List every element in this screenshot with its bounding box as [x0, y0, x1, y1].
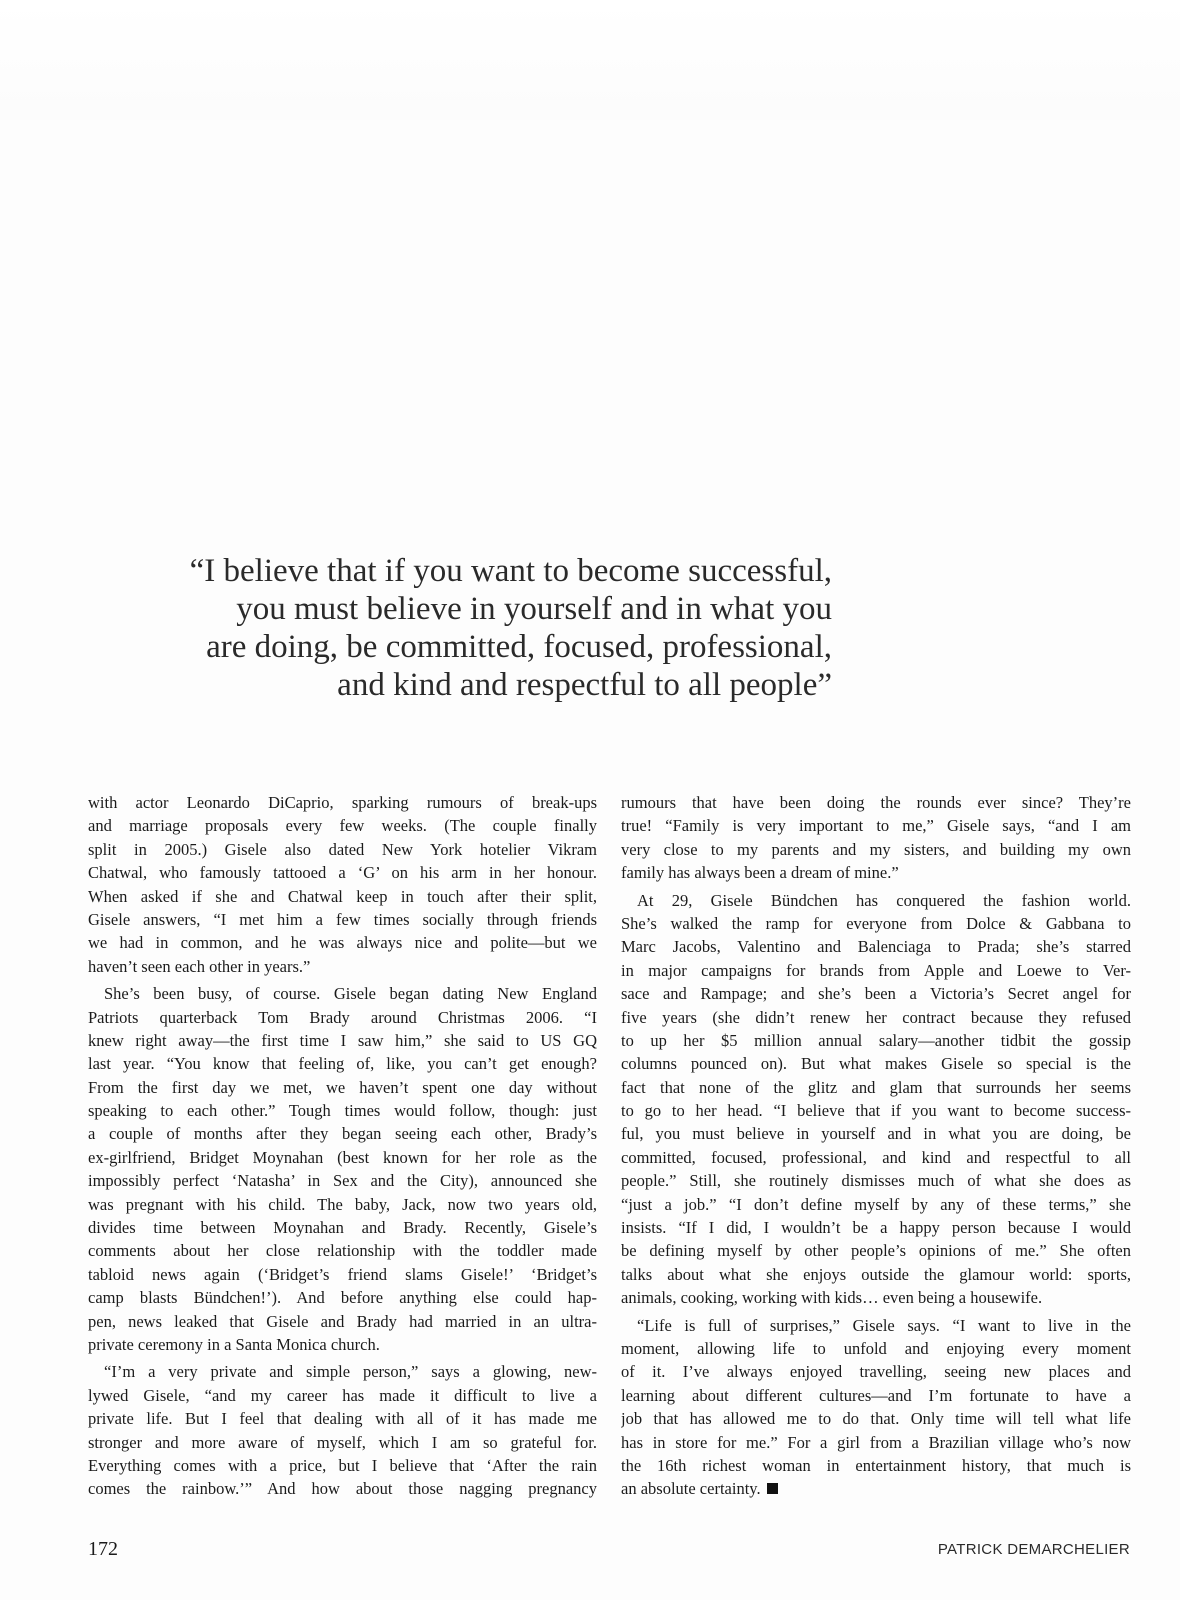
text-line: divides time between Moynahan and Brady. Recently, Gisele’s	[88, 1218, 597, 1238]
text-line: be defining myself by other people’s opinions of me.” She often	[621, 1241, 1131, 1261]
text-line-final	[621, 1477, 1131, 1500]
text-line: Marc Jacobs, Valentino and Balenciaga to Prada; she’s starred	[621, 937, 1131, 957]
text-line: knew right away—the first time I saw him,” she said to US GQ	[88, 1030, 597, 1050]
text-line: ex-girlfriend, Bridget Moynahan (best known for her role as the	[88, 1147, 597, 1167]
text-line: pen, news leaked that Gisele and Brady had married in an ultra-	[88, 1311, 597, 1331]
text-line: rumours that have been doing the rounds ever since? They’re	[621, 793, 1131, 812]
text-line: people.” Still, she routinely dismisses much of what she does as	[621, 1171, 1131, 1191]
text-line: speaking to each other.” Tough times would follow, though: just	[88, 1101, 597, 1121]
text-line: At 29, Gisele Bündchen has conquered the fashion world.	[637, 890, 1131, 910]
text-line: we had in common, and he was always nice and polite—but we	[88, 933, 597, 953]
pull-quote	[130, 552, 832, 704]
pull-quote-line: you must believe in yourself and in what you	[236, 591, 832, 627]
end-of-article-mark	[767, 1483, 778, 1494]
text-line: She’s walked the ramp for everyone from Dolce & Gabbana to	[621, 913, 1131, 933]
text-line: Everything comes with a price, but I believe that ‘After the rain	[88, 1455, 597, 1475]
text-line: to up her $5 million annual salary—another tidbit the gossip	[621, 1030, 1131, 1050]
text-line: ful, you must believe in yourself and in what you are doing, be	[621, 1124, 1131, 1144]
photo-credit: PATRICK DEMARCHELIER	[937, 1541, 1130, 1558]
text-line: Chatwal, who famously tattooed a ‘G’ on his arm in her honour.	[88, 863, 597, 883]
text-line: sace and Rampage; and she’s been a Victoria’s Secret angel for	[621, 984, 1131, 1004]
final-line-text: an absolute certainty.	[621, 1479, 761, 1499]
article-column-left	[88, 791, 597, 1501]
text-line: of it. I’ve always enjoyed travelling, seeing new places and	[621, 1362, 1131, 1382]
text-line: private life. But I feel that dealing with all of it has made me	[88, 1409, 597, 1429]
text-line: comments about her close relationship with the toddler made	[88, 1241, 597, 1261]
text-line: very close to my parents and my sisters, and building my own	[621, 839, 1131, 859]
text-line: talks about what she enjoys outside the glamour world: sports,	[621, 1264, 1131, 1284]
text-line: insists. “If I did, I wouldn’t be a happy person because I would	[621, 1218, 1131, 1238]
text-line: family has always been a dream of mine.”	[621, 863, 899, 883]
text-line: Gisele answers, “I met him a few times socially through friends	[88, 909, 597, 929]
text-line: five years (she didn’t renew her contract because they refused	[621, 1007, 1131, 1027]
text-line: From the first day we met, we haven’t spent one day without	[88, 1077, 597, 1097]
text-line: learning about different cultures—and I’m fortunate to have a	[621, 1385, 1131, 1405]
article-column-right	[621, 791, 1131, 1501]
text-line: camp blasts Bündchen!’). And before anything else could hap-	[88, 1288, 597, 1308]
text-line: has in store for me.” For a girl from a Brazilian village who’s now	[621, 1432, 1131, 1452]
blank-image-area	[0, 0, 1180, 120]
pull-quote-line: and kind and respectful to all people”	[337, 667, 832, 703]
text-line: to go to her head. “I believe that if you want to become success-	[621, 1101, 1131, 1121]
text-line: fact that none of the glitz and glam that surrounds her seems	[621, 1077, 1131, 1097]
text-line: lywed Gisele, “and my career has made it difficult to live a	[88, 1385, 597, 1405]
text-line: committed, focused, professional, and kind and respectful to all	[621, 1147, 1131, 1167]
pull-quote-line: are doing, be committed, focused, professional,	[206, 629, 832, 665]
text-line: animals, cooking, working with kids… even being a housewife.	[621, 1288, 1043, 1308]
pull-quote-line: “I believe that if you want to become successful,	[189, 553, 832, 589]
text-line: She’s been busy, of course. Gisele began dating New England	[104, 984, 597, 1004]
text-line: comes the rainbow.’” And how about those nagging pregnancy	[88, 1479, 597, 1499]
text-line: last year. “You know that feeling of, like, you can’t get enough?	[88, 1054, 597, 1074]
text-line: tabloid news again (‘Bridget’s friend slams Gisele!’ ‘Bridget’s	[88, 1264, 597, 1284]
text-line: “just a job.” “I don’t define myself by any of these terms,” she	[621, 1194, 1131, 1214]
text-line: stronger and more aware of myself, which I am so grateful for.	[88, 1432, 597, 1452]
text-line: job that has allowed me to do that. Only time will tell what life	[621, 1409, 1131, 1429]
text-line: Patriots quarterback Tom Brady around Christmas 2006. “I	[88, 1007, 597, 1027]
text-line: “I’m a very private and simple person,” says a glowing, new-	[104, 1362, 597, 1382]
text-line: columns pounced on). But what makes Gisele so special is the	[621, 1054, 1131, 1074]
text-line: with actor Leonardo DiCaprio, sparking rumours of break-ups	[88, 793, 597, 812]
text-line: and marriage proposals every few weeks. (The couple finally	[88, 816, 597, 836]
page-number: 172	[88, 1538, 118, 1560]
text-line: moment, allowing life to unfold and enjoying every moment	[621, 1338, 1131, 1358]
text-line: a couple of months after they began seeing each other, Brady’s	[88, 1124, 597, 1144]
text-line: “Life is full of surprises,” Gisele says. “I want to live in the	[637, 1315, 1131, 1335]
text-line: When asked if she and Chatwal keep in touch after their split,	[88, 886, 597, 906]
text-line: impossibly perfect ‘Natasha’ in Sex and the City), announced she	[88, 1171, 597, 1191]
text-line: split in 2005.) Gisele also dated New York hotelier Vikram	[88, 839, 597, 859]
text-line: in major campaigns for brands from Apple and Loewe to Ver-	[621, 960, 1131, 980]
text-line: was pregnant with his child. The baby, Jack, now two years old,	[88, 1194, 597, 1214]
text-line: private ceremony in a Santa Monica church.	[88, 1334, 380, 1354]
text-line: the 16th richest woman in entertainment history, that much is	[621, 1455, 1131, 1475]
text-line: haven’t seen each other in years.”	[88, 956, 311, 976]
text-line: true! “Family is very important to me,” Gisele says, “and I am	[621, 816, 1131, 836]
